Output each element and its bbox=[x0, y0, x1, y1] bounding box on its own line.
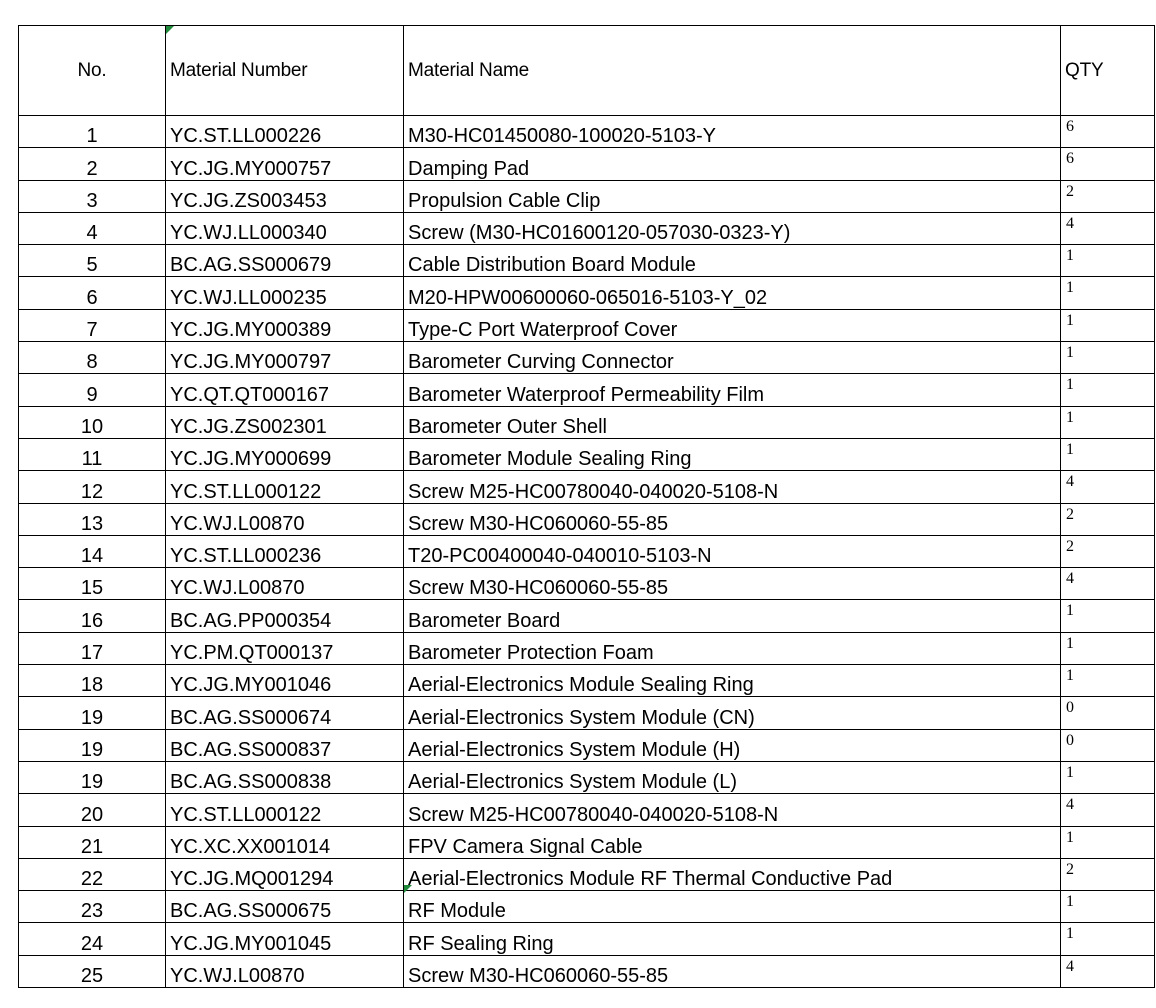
cell-material-name: Screw M30-HC060060-55-85 bbox=[404, 955, 1061, 987]
cell-material-name: T20-PC00400040-040010-5103-N bbox=[404, 535, 1061, 567]
cell-qty: 0 bbox=[1061, 697, 1155, 729]
cell-qty: 4 bbox=[1061, 955, 1155, 987]
cell-no: 13 bbox=[19, 503, 166, 535]
header-qty: QTY bbox=[1061, 26, 1155, 116]
cell-no: 2 bbox=[19, 148, 166, 180]
cell-no: 8 bbox=[19, 342, 166, 374]
cell-no: 3 bbox=[19, 180, 166, 212]
cell-qty: 1 bbox=[1061, 891, 1155, 923]
cell-material-name: Screw (M30-HC01600120-057030-0323-Y) bbox=[404, 212, 1061, 244]
cell-no: 22 bbox=[19, 858, 166, 890]
cell-material-name: Barometer Module Sealing Ring bbox=[404, 438, 1061, 470]
cell-material-name: Aerial-Electronics System Module (L) bbox=[404, 761, 1061, 793]
header-material-number: Material Number bbox=[166, 26, 404, 116]
table-row bbox=[19, 794, 1155, 826]
cell-no: 6 bbox=[19, 277, 166, 309]
cell-qty: 2 bbox=[1061, 535, 1155, 567]
table-row bbox=[19, 245, 1155, 277]
cell-material-name: Screw M25-HC00780040-040020-5108-N bbox=[404, 794, 1061, 826]
cell-qty: 2 bbox=[1061, 503, 1155, 535]
cell-material-name: Cable Distribution Board Module bbox=[404, 245, 1061, 277]
cell-material-number: YC.JG.MY000797 bbox=[166, 342, 404, 374]
table-row bbox=[19, 116, 1155, 148]
cell-qty: 1 bbox=[1061, 277, 1155, 309]
cell-no: 4 bbox=[19, 212, 166, 244]
cell-no: 7 bbox=[19, 309, 166, 341]
cell-qty: 1 bbox=[1061, 245, 1155, 277]
cell-no: 17 bbox=[19, 632, 166, 664]
cell-material-name: Propulsion Cable Clip bbox=[404, 180, 1061, 212]
cell-qty: 4 bbox=[1061, 794, 1155, 826]
header-material-name: Material Name bbox=[404, 26, 1061, 116]
cell-material-name: Barometer Protection Foam bbox=[404, 632, 1061, 664]
cell-material-name: Barometer Outer Shell bbox=[404, 406, 1061, 438]
table-row bbox=[19, 761, 1155, 793]
table-row bbox=[19, 471, 1155, 503]
comment-marker-icon bbox=[166, 26, 174, 34]
cell-qty: 6 bbox=[1061, 148, 1155, 180]
cell-material-number: YC.PM.QT000137 bbox=[166, 632, 404, 664]
cell-qty: 1 bbox=[1061, 374, 1155, 406]
cell-material-number: YC.ST.LL000122 bbox=[166, 794, 404, 826]
cell-material-number: BC.AG.SS000679 bbox=[166, 245, 404, 277]
table-row bbox=[19, 826, 1155, 858]
cell-material-name: Aerial-Electronics Module Sealing Ring bbox=[404, 665, 1061, 697]
cell-no: 19 bbox=[19, 697, 166, 729]
cell-material-number: YC.ST.LL000226 bbox=[166, 116, 404, 148]
cell-no: 20 bbox=[19, 794, 166, 826]
cell-material-name: RF Module bbox=[404, 891, 1061, 923]
cell-no: 10 bbox=[19, 406, 166, 438]
table-header-row bbox=[19, 26, 1155, 116]
table-row bbox=[19, 277, 1155, 309]
cell-material-number: YC.QT.QT000167 bbox=[166, 374, 404, 406]
cell-no: 16 bbox=[19, 600, 166, 632]
cell-qty: 1 bbox=[1061, 438, 1155, 470]
cell-material-number: YC.WJ.LL000235 bbox=[166, 277, 404, 309]
cell-material-number: YC.XC.XX001014 bbox=[166, 826, 404, 858]
cell-qty: 4 bbox=[1061, 568, 1155, 600]
table-row bbox=[19, 568, 1155, 600]
cell-material-number: BC.AG.SS000837 bbox=[166, 729, 404, 761]
cell-material-number: YC.WJ.L00870 bbox=[166, 503, 404, 535]
cell-qty: 2 bbox=[1061, 858, 1155, 890]
cell-material-number: YC.WJ.L00870 bbox=[166, 955, 404, 987]
table-row bbox=[19, 535, 1155, 567]
cell-qty: 1 bbox=[1061, 665, 1155, 697]
table-row bbox=[19, 665, 1155, 697]
table-row bbox=[19, 406, 1155, 438]
table-row bbox=[19, 729, 1155, 761]
cell-no: 18 bbox=[19, 665, 166, 697]
cell-material-name: RF Sealing Ring bbox=[404, 923, 1061, 955]
cell-material-name: Barometer Board bbox=[404, 600, 1061, 632]
cell-material-number: YC.JG.ZS002301 bbox=[166, 406, 404, 438]
cell-material-number: YC.JG.MY000389 bbox=[166, 309, 404, 341]
comment-marker-icon bbox=[404, 885, 412, 893]
table-row bbox=[19, 212, 1155, 244]
table-body bbox=[19, 116, 1155, 988]
cell-material-number: YC.JG.MY000699 bbox=[166, 438, 404, 470]
cell-no: 11 bbox=[19, 438, 166, 470]
cell-qty: 1 bbox=[1061, 342, 1155, 374]
cell-qty: 1 bbox=[1061, 632, 1155, 664]
cell-no: 12 bbox=[19, 471, 166, 503]
cell-material-number: BC.AG.SS000838 bbox=[166, 761, 404, 793]
cell-material-number: YC.JG.MQ001294 bbox=[166, 858, 404, 890]
cell-qty: 1 bbox=[1061, 761, 1155, 793]
cell-no: 21 bbox=[19, 826, 166, 858]
cell-material-number: BC.AG.PP000354 bbox=[166, 600, 404, 632]
cell-material-name: Barometer Curving Connector bbox=[404, 342, 1061, 374]
table-row bbox=[19, 342, 1155, 374]
table-row bbox=[19, 858, 1155, 890]
cell-no: 1 bbox=[19, 116, 166, 148]
cell-no: 14 bbox=[19, 535, 166, 567]
cell-no: 23 bbox=[19, 891, 166, 923]
cell-material-name: M30-HC01450080-100020-5103-Y bbox=[404, 116, 1061, 148]
cell-material-name: Screw M30-HC060060-55-85 bbox=[404, 568, 1061, 600]
cell-material-number: YC.WJ.LL000340 bbox=[166, 212, 404, 244]
cell-qty: 4 bbox=[1061, 212, 1155, 244]
cell-qty: 1 bbox=[1061, 923, 1155, 955]
cell-material-name: Aerial-Electronics System Module (CN) bbox=[404, 697, 1061, 729]
cell-qty: 4 bbox=[1061, 471, 1155, 503]
cell-qty: 1 bbox=[1061, 309, 1155, 341]
cell-qty: 1 bbox=[1061, 826, 1155, 858]
cell-material-name: Screw M25-HC00780040-040020-5108-N bbox=[404, 471, 1061, 503]
cell-qty: 2 bbox=[1061, 180, 1155, 212]
cell-material-number: YC.JG.ZS003453 bbox=[166, 180, 404, 212]
cell-material-number: YC.JG.MY000757 bbox=[166, 148, 404, 180]
cell-material-number: YC.JG.MY001046 bbox=[166, 665, 404, 697]
table-row bbox=[19, 148, 1155, 180]
cell-no: 24 bbox=[19, 923, 166, 955]
table-row bbox=[19, 632, 1155, 664]
table-row bbox=[19, 374, 1155, 406]
cell-no: 9 bbox=[19, 374, 166, 406]
cell-qty: 1 bbox=[1061, 406, 1155, 438]
cell-material-number: YC.ST.LL000236 bbox=[166, 535, 404, 567]
cell-material-number: YC.WJ.L00870 bbox=[166, 568, 404, 600]
table-row bbox=[19, 438, 1155, 470]
cell-no: 19 bbox=[19, 761, 166, 793]
cell-material-name: Aerial-Electronics Module RF Thermal Conductive Pad bbox=[404, 858, 1061, 890]
cell-no: 25 bbox=[19, 955, 166, 987]
cell-material-name: FPV Camera Signal Cable bbox=[404, 826, 1061, 858]
header-no: No. bbox=[19, 26, 166, 116]
cell-material-name: Screw M30-HC060060-55-85 bbox=[404, 503, 1061, 535]
table-row bbox=[19, 955, 1155, 987]
cell-material-name: Damping Pad bbox=[404, 148, 1061, 180]
table-row bbox=[19, 697, 1155, 729]
table-row bbox=[19, 503, 1155, 535]
cell-material-name: Aerial-Electronics System Module (H) bbox=[404, 729, 1061, 761]
cell-material-name: Type-C Port Waterproof Cover bbox=[404, 309, 1061, 341]
cell-qty: 1 bbox=[1061, 600, 1155, 632]
table-row bbox=[19, 600, 1155, 632]
table-row bbox=[19, 309, 1155, 341]
cell-no: 15 bbox=[19, 568, 166, 600]
table-row bbox=[19, 891, 1155, 923]
cell-no: 5 bbox=[19, 245, 166, 277]
cell-qty: 0 bbox=[1061, 729, 1155, 761]
table-row bbox=[19, 180, 1155, 212]
cell-material-number: BC.AG.SS000674 bbox=[166, 697, 404, 729]
cell-material-number: BC.AG.SS000675 bbox=[166, 891, 404, 923]
cell-no: 19 bbox=[19, 729, 166, 761]
bom-table bbox=[18, 25, 1155, 988]
cell-qty: 6 bbox=[1061, 116, 1155, 148]
table-row bbox=[19, 923, 1155, 955]
cell-material-name: M20-HPW00600060-065016-5103-Y_02 bbox=[404, 277, 1061, 309]
cell-material-number: YC.ST.LL000122 bbox=[166, 471, 404, 503]
cell-material-number: YC.JG.MY001045 bbox=[166, 923, 404, 955]
cell-material-name: Barometer Waterproof Permeability Film bbox=[404, 374, 1061, 406]
